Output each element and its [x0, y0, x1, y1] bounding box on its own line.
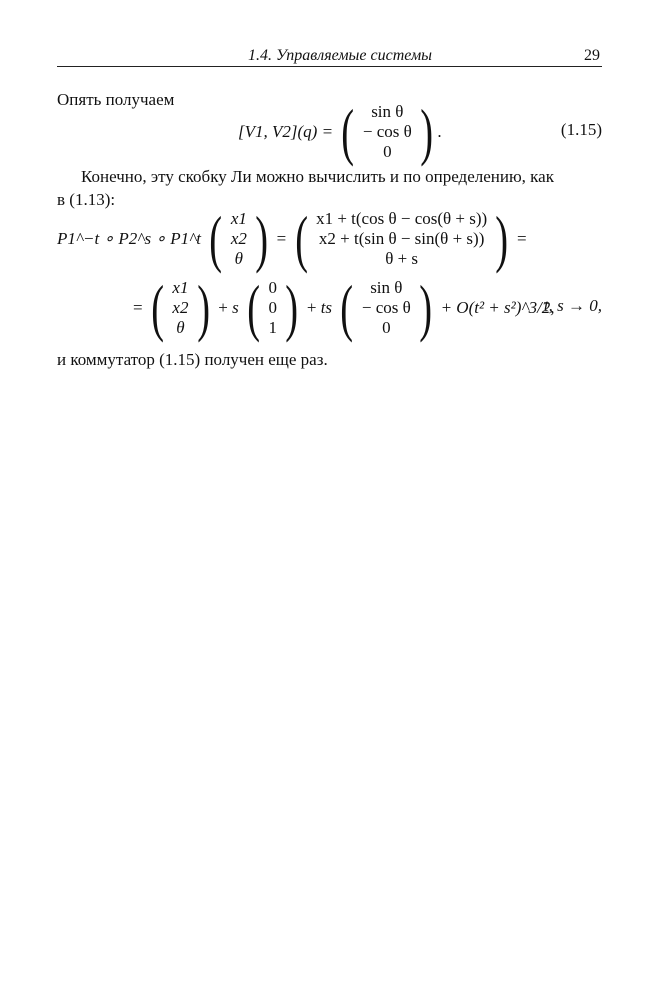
eq3-v3-row: 0 — [382, 318, 391, 337]
paragraph-2-line-a: Конечно, эту скобку Ли можно вычислить и по определению, как — [81, 167, 554, 186]
eq3-v1-row: θ — [176, 318, 185, 337]
equation-1-15: [V1, V2](q) = ( sin θ − cos θ 0 ) . — [238, 96, 442, 167]
eq3-v2-row: 0 — [268, 298, 278, 317]
paragraph-2-line-b: в (1.13): — [57, 190, 116, 209]
eq1-vector — [363, 102, 412, 162]
eq3-v3-row: − cos θ — [361, 298, 411, 317]
eq3-limit: t, s → 0, — [543, 296, 602, 315]
paragraph-3: и коммутатор (1.15) получен еще раз. — [57, 350, 328, 369]
eq2-vec-out-row: θ + s — [385, 249, 419, 268]
equation-expansion: = ( x1 x2 θ ) + s ( 0 0 1 ) + ts ( sin θ − cos θ 0 ) + O(t² + s²)^3/2, — [133, 272, 555, 343]
eq3-v1-row: x2 — [172, 298, 189, 317]
eq1-vector-row: − cos θ — [362, 122, 412, 141]
eq3-v3 — [362, 278, 411, 338]
left-paren-icon: ( — [151, 272, 164, 343]
right-paren-icon: ) — [495, 203, 509, 274]
eq2-vec-in-row: x1 — [230, 209, 247, 228]
equation-number: (1.15) — [560, 120, 602, 139]
eq2-vec-in — [231, 209, 247, 269]
eq3-v1-row: x1 — [172, 278, 189, 297]
eq3-remainder: + O(t² + s²)^3/2, — [440, 298, 555, 317]
eq2-lhs: P1^−t ∘ P2^s ∘ P1^t — [57, 229, 201, 248]
right-paren-icon: ) — [420, 96, 434, 167]
eq3-v1 — [172, 278, 188, 338]
left-paren-icon: ( — [294, 203, 308, 274]
right-paren-icon: ) — [285, 272, 299, 343]
paragraph-2 — [57, 165, 602, 211]
left-paren-icon: ( — [340, 272, 354, 343]
left-paren-icon: ( — [247, 272, 261, 343]
eq3-v2 — [269, 278, 278, 338]
eq3-v3-row: sin θ — [370, 278, 403, 297]
eq2-vec-in-row: θ — [234, 249, 244, 268]
equation-composition: P1^−t ∘ P2^s ∘ P1^t ( x1 x2 θ ) = ( x1 + t(cos θ − cos(θ + s)) x2 + t(sin θ − sin(θ + s)) θ + s ) = — [57, 203, 527, 274]
eq2-vec-out — [316, 209, 487, 269]
eq2-vec-out-row: x2 + t(sin θ − sin(θ + s)) — [318, 229, 485, 248]
eq1-lhs: [V1, V2](q) = — [238, 122, 334, 141]
eq2-vec-out-row: x1 + t(cos θ − cos(θ + s)) — [316, 209, 488, 228]
left-paren-icon: ( — [209, 203, 223, 274]
right-paren-icon: ) — [255, 203, 269, 274]
eq2-vec-in-row: x2 — [230, 229, 247, 248]
eq1-vector-row: 0 — [383, 142, 392, 161]
page-number: 29 — [584, 47, 600, 64]
running-header — [57, 46, 602, 67]
right-paren-icon: ) — [196, 272, 210, 343]
section-title: 1.4. Управляемые системы — [247, 47, 432, 64]
right-paren-icon: ) — [419, 272, 433, 343]
eq3-v2-row: 0 — [268, 278, 278, 297]
eq1-vector-row: sin θ — [371, 102, 404, 121]
left-paren-icon: ( — [341, 96, 355, 167]
eq3-v2-row: 1 — [268, 318, 278, 337]
paragraph-1: Опять получаем — [57, 90, 175, 109]
